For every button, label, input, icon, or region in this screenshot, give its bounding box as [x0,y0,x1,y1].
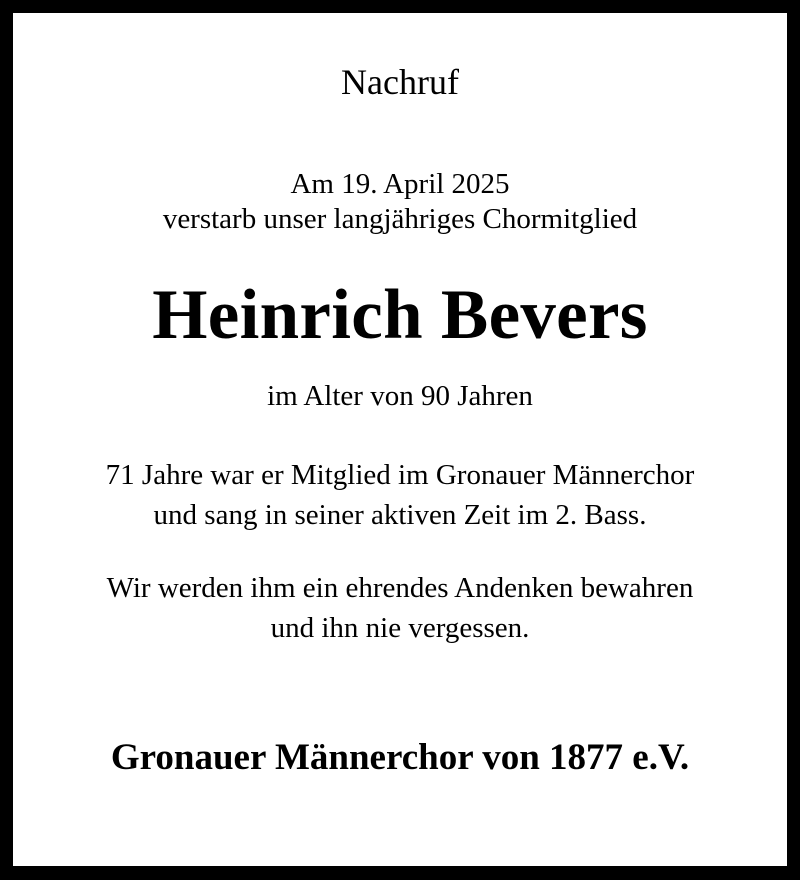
signature-organization: Gronauer Männerchor von 1877 e.V. [110,737,690,778]
deceased-name: Heinrich Bevers [152,276,648,354]
intro-text-line: verstarb unser langjähriges Chormitglied [162,203,638,235]
remembrance-paragraph-line-1: Wir werden ihm ein ehrendes Andenken bewahren [106,572,694,604]
remembrance-paragraph-line-2: und ihn nie vergessen. [270,612,530,644]
membership-paragraph-line-2: und sang in seiner aktiven Zeit im 2. Bass. [153,499,647,531]
membership-paragraph-line-1: 71 Jahre war er Mitglied im Gronauer Männerchor [105,459,695,491]
obituary-notice [13,13,787,866]
age-line: im Alter von 90 Jahren [267,380,533,412]
notice-heading: Nachruf [341,62,459,102]
death-date-line: Am 19. April 2025 [290,168,510,200]
